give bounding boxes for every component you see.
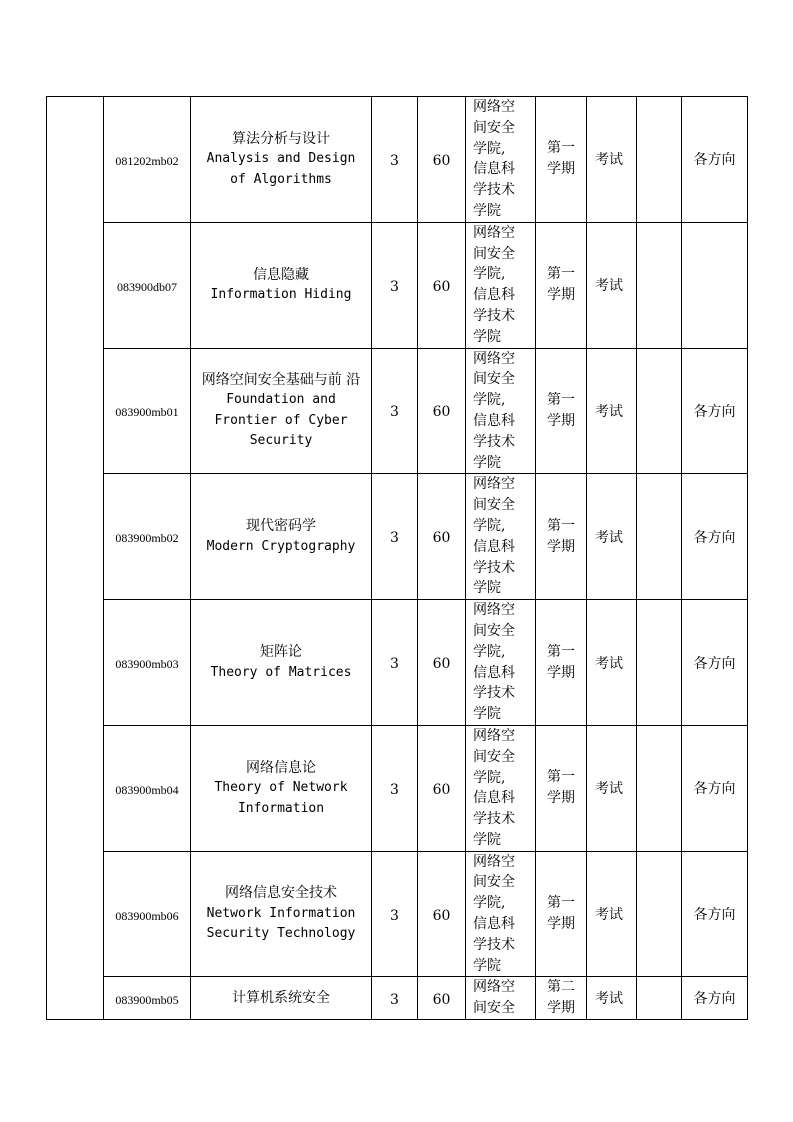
department-value: 网络空 间安全 学院, 信息科 学技术 学院 bbox=[473, 602, 515, 723]
credits-cell bbox=[372, 474, 418, 600]
hours-value: 60 bbox=[432, 907, 451, 924]
course-name-cn: 现代密码学 bbox=[246, 518, 316, 535]
course-name-cn: 计算机系统安全 bbox=[232, 990, 330, 1007]
course-name-cn: 矩阵论 bbox=[260, 644, 302, 661]
course-name-cell bbox=[191, 725, 372, 851]
term-value: 第一 学期 bbox=[547, 140, 575, 178]
category-cell bbox=[47, 97, 104, 1020]
assessment-value: 考试 bbox=[595, 907, 623, 924]
term-cell bbox=[536, 851, 587, 977]
course-code: 083900mb04 bbox=[115, 782, 179, 797]
course-name-en: Analysis and Design of Algorithms bbox=[206, 151, 356, 187]
course-code-cell bbox=[104, 725, 191, 851]
hours-value: 60 bbox=[432, 404, 451, 421]
course-name-cn: 算法分析与设计 bbox=[232, 130, 330, 147]
course-code-cell bbox=[104, 97, 191, 223]
assessment-value: 考试 bbox=[595, 655, 623, 672]
course-name-en: Foundation and Frontier of Cyber Security bbox=[214, 392, 348, 449]
credits-cell bbox=[372, 977, 418, 1020]
table-row bbox=[47, 600, 748, 726]
credits-cell bbox=[372, 851, 418, 977]
credits-cell bbox=[372, 725, 418, 851]
direction-value: 各方向 bbox=[693, 529, 736, 546]
course-name-cn: 信息隐藏 bbox=[253, 266, 309, 283]
course-code: 083900db07 bbox=[117, 279, 177, 294]
credits-value: 3 bbox=[390, 152, 399, 169]
assessment-cell bbox=[587, 851, 637, 977]
course-name-cell bbox=[191, 851, 372, 977]
hours-cell bbox=[418, 977, 466, 1020]
course-code: 083900mb05 bbox=[115, 992, 179, 1007]
term-cell bbox=[536, 600, 587, 726]
assessment-cell bbox=[587, 97, 637, 223]
course-code-cell bbox=[104, 600, 191, 726]
note-cell bbox=[637, 851, 682, 977]
course-name-cell bbox=[191, 600, 372, 726]
assessment-cell bbox=[587, 725, 637, 851]
course-code-cell bbox=[104, 348, 191, 474]
note-cell bbox=[637, 977, 682, 1020]
hours-value: 60 bbox=[432, 278, 451, 295]
credits-cell bbox=[372, 97, 418, 223]
course-name-cell bbox=[191, 222, 372, 348]
assessment-value: 考试 bbox=[595, 991, 623, 1008]
credits-cell bbox=[372, 348, 418, 474]
assessment-value: 考试 bbox=[595, 152, 623, 169]
assessment-value: 考试 bbox=[595, 781, 623, 798]
hours-value: 60 bbox=[432, 530, 451, 547]
course-code-cell bbox=[104, 851, 191, 977]
term-cell bbox=[536, 474, 587, 600]
hours-cell bbox=[418, 725, 466, 851]
table-row bbox=[47, 222, 748, 348]
credits-cell bbox=[372, 222, 418, 348]
hours-value: 60 bbox=[432, 991, 451, 1008]
credits-value: 3 bbox=[390, 907, 399, 924]
department-cell bbox=[466, 348, 536, 474]
department-value: 网络空 间安全 学院, 信息科 学技术 学院 bbox=[473, 99, 515, 219]
table-row bbox=[47, 851, 748, 977]
table-body bbox=[47, 97, 748, 1020]
course-code: 083900mb06 bbox=[115, 908, 179, 923]
table-row bbox=[47, 97, 748, 223]
hours-cell bbox=[418, 97, 466, 223]
term-value: 第一 学期 bbox=[547, 895, 575, 933]
department-cell bbox=[466, 977, 536, 1020]
course-code-cell bbox=[104, 474, 191, 600]
direction-cell bbox=[682, 725, 748, 851]
direction-cell bbox=[682, 348, 748, 474]
direction-value: 各方向 bbox=[693, 655, 736, 672]
term-cell bbox=[536, 348, 587, 474]
credits-value: 3 bbox=[390, 278, 399, 295]
course-name-cn: 网络空间安全基础与前 沿 bbox=[201, 371, 361, 388]
direction-value: 各方向 bbox=[693, 781, 736, 798]
course-code: 083900mb02 bbox=[115, 531, 179, 546]
course-name-cn: 网络信息安全技术 bbox=[225, 885, 337, 902]
direction-cell bbox=[682, 600, 748, 726]
note-cell bbox=[637, 725, 682, 851]
department-cell bbox=[466, 725, 536, 851]
department-cell bbox=[466, 474, 536, 600]
assessment-value: 考试 bbox=[595, 529, 623, 546]
note-cell bbox=[637, 97, 682, 223]
term-cell bbox=[536, 725, 587, 851]
department-value: 网络空 间安全 学院, 信息科 学技术 学院 bbox=[473, 727, 515, 848]
course-code-cell bbox=[104, 222, 191, 348]
department-value: 网络空 间安全 学院, 信息科 学技术 学院 bbox=[473, 350, 515, 471]
assessment-cell bbox=[587, 977, 637, 1020]
course-code: 083900mb01 bbox=[115, 405, 179, 420]
course-name-en: Network Information Security Technology bbox=[206, 905, 356, 942]
term-cell bbox=[536, 97, 587, 223]
term-value: 第一 学期 bbox=[547, 266, 575, 304]
term-value: 第一 学期 bbox=[547, 643, 575, 681]
term-value: 第一 学期 bbox=[547, 391, 575, 429]
direction-value: 各方向 bbox=[693, 152, 736, 169]
direction-value: 各方向 bbox=[693, 991, 736, 1008]
department-value: 网络空 间安全 学院, 信息科 学技术 学院 bbox=[473, 853, 515, 974]
term-value: 第一 学期 bbox=[547, 517, 575, 555]
note-cell bbox=[637, 474, 682, 600]
term-cell bbox=[536, 222, 587, 348]
hours-value: 60 bbox=[432, 656, 451, 673]
hours-cell bbox=[418, 474, 466, 600]
course-code: 083900mb03 bbox=[115, 657, 179, 672]
hours-cell bbox=[418, 348, 466, 474]
course-name-en: Theory of Network Information bbox=[214, 780, 348, 816]
course-code-cell bbox=[104, 977, 191, 1020]
course-name-en: Modern Cryptography bbox=[206, 538, 356, 554]
hours-cell bbox=[418, 600, 466, 726]
assessment-value: 考试 bbox=[595, 403, 623, 420]
hours-cell bbox=[418, 851, 466, 977]
assessment-cell bbox=[587, 222, 637, 348]
department-value: 网络空 间安全 学院, 信息科 学技术 学院 bbox=[473, 476, 515, 597]
note-cell bbox=[637, 222, 682, 348]
table-row bbox=[47, 474, 748, 600]
assessment-value: 考试 bbox=[595, 278, 623, 295]
department-value: 网络空 间安全 bbox=[473, 979, 515, 1017]
department-cell bbox=[466, 851, 536, 977]
course-name-cell bbox=[191, 348, 372, 474]
direction-cell bbox=[682, 474, 748, 600]
course-name-cell bbox=[191, 977, 372, 1020]
hours-cell bbox=[418, 222, 466, 348]
assessment-cell bbox=[587, 600, 637, 726]
table-row bbox=[47, 348, 748, 474]
direction-cell bbox=[682, 851, 748, 977]
credits-value: 3 bbox=[390, 656, 399, 673]
department-cell bbox=[466, 222, 536, 348]
department-cell bbox=[466, 600, 536, 726]
course-name-cell bbox=[191, 474, 372, 600]
credits-value: 3 bbox=[390, 781, 399, 798]
hours-value: 60 bbox=[432, 781, 451, 798]
credits-value: 3 bbox=[390, 530, 399, 547]
hours-value: 60 bbox=[432, 152, 451, 169]
course-name-en: Information Hiding bbox=[210, 287, 352, 303]
term-cell bbox=[536, 977, 587, 1020]
note-cell bbox=[637, 600, 682, 726]
credits-cell bbox=[372, 600, 418, 726]
direction-cell bbox=[682, 977, 748, 1020]
direction-cell bbox=[682, 97, 748, 223]
assessment-cell bbox=[587, 474, 637, 600]
direction-value: 各方向 bbox=[693, 403, 736, 420]
department-cell bbox=[466, 97, 536, 223]
course-table bbox=[46, 96, 748, 1020]
direction-cell bbox=[682, 222, 748, 348]
course-name-en: Theory of Matrices bbox=[210, 664, 352, 680]
course-code: 081202mb02 bbox=[115, 153, 179, 168]
assessment-cell bbox=[587, 348, 637, 474]
direction-value: 各方向 bbox=[693, 907, 736, 924]
course-name-cn: 网络信息论 bbox=[246, 759, 316, 776]
department-value: 网络空 间安全 学院, 信息科 学技术 学院 bbox=[473, 224, 515, 345]
table-row bbox=[47, 977, 748, 1020]
credits-value: 3 bbox=[390, 991, 399, 1008]
course-name-cell bbox=[191, 97, 372, 223]
note-cell bbox=[637, 348, 682, 474]
term-value: 第一 学期 bbox=[547, 769, 575, 807]
table-row bbox=[47, 725, 748, 851]
term-value: 第二 学期 bbox=[547, 979, 575, 1017]
credits-value: 3 bbox=[390, 404, 399, 421]
